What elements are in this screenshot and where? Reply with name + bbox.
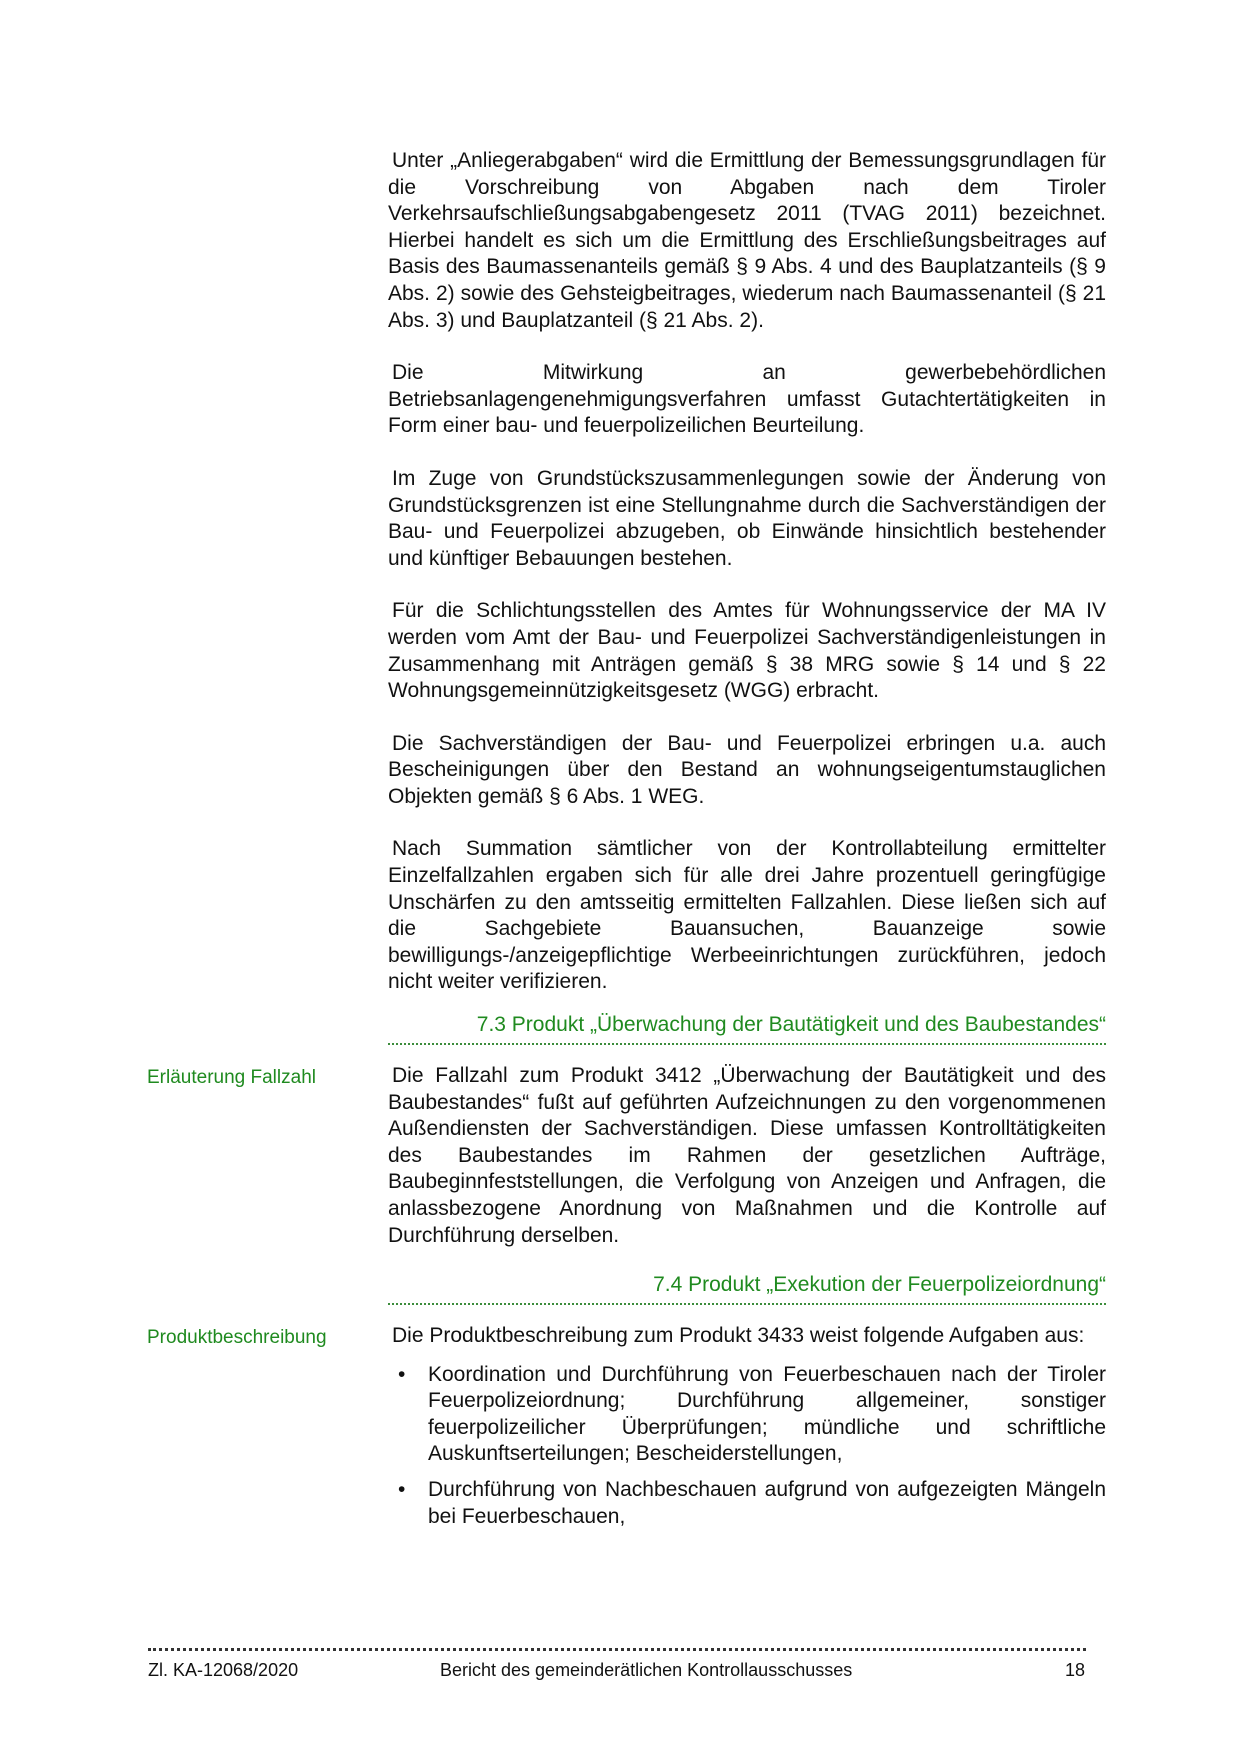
paragraph-wohnungseigentum: Die Sachverständigen der Bau- und Feuerpolizei erbringen u.a. auch Bescheinigungen über den Bestand an wohnungseigentumstauglichen Objekten gemäß § 6 Abs. 1 WEG. <box>388 731 1106 808</box>
paragraph-summation: Nach Summation sämtlicher von der Kontrollabteilung ermittelter Einzelfallzahlen ergaben sich für alle drei Jahre prozentuell geringfügige Unschärfen zu den amtsseitig ermittelten Fallzahlen. Diese ließen sich auf die Sachgebiete Bauansuchen, Bauanzeige sowie bewilligungs-/anzeigepflichtige Werbeeinrichtungen zurückführen, jedoch nicht weiter verifizieren. <box>388 837 1106 994</box>
section-7-4-body <box>388 1323 1106 1539</box>
paragraph-betriebsanlagen: Die Mitwirkung an gewerbebehördlichen Betriebsanlagengenehmigungsverfahren umfasst Gutachtertätigkeiten in Form einer bau- und feuerpolizeilichen Beurteilung. <box>388 361 1106 438</box>
list-item-text: Koordination und Durchführung von Feuerbeschauen nach der Tiroler Feuerpolizeiordnung; Durchführung allgemeiner, sonstiger feuerpolizeilicher Überprüfungen; mündliche und schriftliche Auskunftserteilungen; Bescheiderstellungen, <box>428 1362 1106 1466</box>
paragraph-anliegerabgaben: Unter „Anliegerabgaben“ wird die Ermittlung der Bemessungsgrundlagen für die Vorschreibung von Abgaben nach dem Tiroler Verkehrsaufschließungsabgabengesetz 2011 (TVAG 2011) bezeichnet. Hierbei handelt es sich um die Ermittlung des Erschließungsbeitrages auf Basis des Baumassenanteils gemäß § 9 Abs. 4 und des Bauplatzanteils (§ 9 Abs. 2) sowie des Gehsteigbeitrages, wiederum nach Baumassenanteil (§ 21 Abs. 3) und Bauplatzanteil (§ 21 Abs. 2). <box>388 149 1106 332</box>
bullet-icon: • <box>398 1362 406 1386</box>
section-7-3-body <box>388 1063 1106 1249</box>
body-top <box>388 148 1106 996</box>
margin-note-produktbeschreibung: Produktbeschreibung <box>147 1327 327 1348</box>
list-item <box>388 1477 1106 1530</box>
paragraph-schlichtungsstellen: Für die Schlichtungsstellen des Amtes für Wohnungsservice der MA IV werden vom Amt der Bau- und Feuerpolizei Sachverständigenleistungen in Zusammenhang mit Anträgen gemäß § 38 MRG sowie § 14 und § 22 Wohnungsgemeinnützigkeitsgesetz (WGG) erbracht. <box>388 599 1106 703</box>
task-list <box>388 1362 1106 1531</box>
section-heading-7-4 <box>388 1272 1106 1305</box>
list-item-text: Durchführung von Nachbeschauen aufgrund von aufgezeigten Mängeln bei Feuerbeschauen, <box>428 1477 1106 1528</box>
margin-note-erlaeuterung-fallzahl: Erläuterung Fallzahl <box>147 1067 316 1088</box>
page-number: 18 <box>1065 1660 1086 1680</box>
bullet-icon: • <box>398 1477 406 1501</box>
section-heading-7-3-text: 7.3 Produkt „Überwachung der Bautätigkeit und des Baubestandes“ <box>476 1013 1106 1036</box>
paragraph-produkt-3433: Die Produktbeschreibung zum Produkt 3433 weist folgende Aufgaben aus: <box>392 1324 1085 1347</box>
section-heading-7-4-text: 7.4 Produkt „Exekution der Feuerpolizeiordnung“ <box>653 1273 1106 1296</box>
paragraph-grundstueckszusammenlegungen: Im Zuge von Grundstückszusammenlegungen sowie der Änderung von Grundstücksgrenzen ist eine Stellungnahme durch die Sachverständigen der Bau- und Feuerpolizei abzugeben, ob Einwände hinsichtlich bestehender und künftiger Bebauungen bestehen. <box>388 466 1106 570</box>
list-item <box>388 1362 1106 1468</box>
footer-divider <box>148 1648 1086 1651</box>
footer-title: Bericht des gemeinderätlichen Kontrollausschusses <box>440 1660 853 1680</box>
paragraph-fallzahl-3412: Die Fallzahl zum Produkt 3412 „Überwachung der Bautätigkeit und des Baubestandes“ fußt auf geführten Aufzeichnungen zu den vorgenommenen Außendiensten der Sachverständigen. Diese umfassen Kontrolltätigkeiten des Baubestandes im Rahmen der gesetzlichen Aufträge, Baubeginnfeststellungen, die Verfolgung von Anzeigen und Anfragen, die anlassbezogene Anordnung von Maßnahmen und die Kontrolle auf Durchführung derselben. <box>388 1064 1106 1247</box>
section-heading-7-3 <box>388 1012 1106 1045</box>
footer-reference: Zl. KA-12068/2020 <box>148 1660 299 1680</box>
